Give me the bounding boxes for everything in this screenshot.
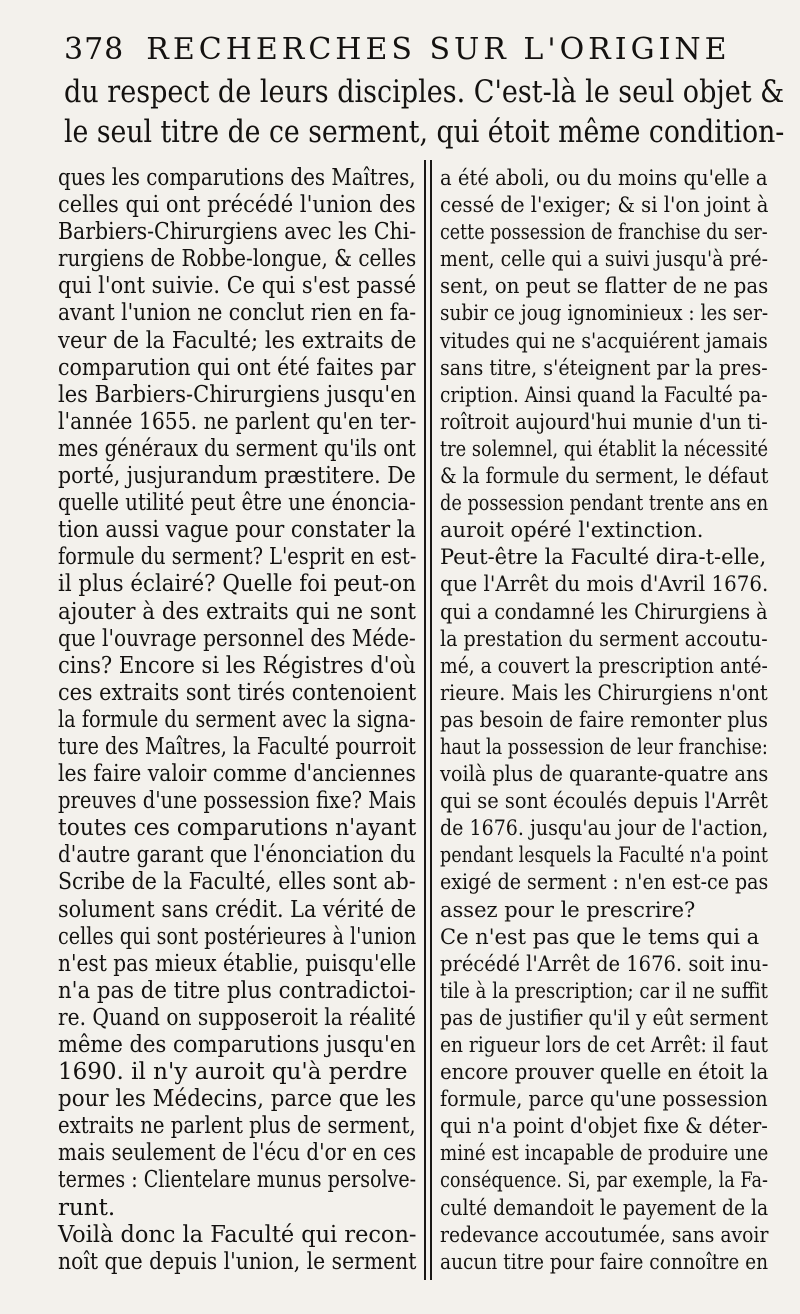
text-line: tile à la prescription; car il ne suffit bbox=[440, 978, 768, 1003]
text-line: d'autre garant que l'énonciation du bbox=[58, 842, 416, 869]
text-line: auroit opéré l'extinction. bbox=[440, 518, 704, 543]
text-line: runt. bbox=[58, 1194, 116, 1221]
text-line: ture des Maîtres, la Faculté pourroit bbox=[58, 733, 416, 760]
text-line: il plus éclairé? Quelle foi peut-on bbox=[58, 571, 416, 598]
text-line: que l'Arrêt du mois d'Avril 1676. bbox=[440, 572, 769, 597]
text-line: Scribe de la Faculté, elles sont ab- bbox=[58, 869, 416, 896]
text-line: qui a condamné les Chirurgiens à bbox=[440, 599, 768, 624]
text-line: solument sans crédit. La vérité de bbox=[58, 896, 417, 923]
text-line: subir ce joug ignominieux : les ser- bbox=[440, 301, 769, 326]
text-line: celles qui sont postérieures à l'union bbox=[58, 923, 417, 950]
text-line: pas de justifier qu'il y eût serment bbox=[440, 1005, 769, 1030]
text-line: la formule du serment avec la signa- bbox=[58, 706, 416, 733]
text-line: a été aboli, ou du moins qu'elle a bbox=[440, 166, 768, 190]
text-line: précédé l'Arrêt de 1676. soit inu- bbox=[440, 951, 769, 976]
text-line: formule, parce qu'une possession bbox=[440, 1087, 768, 1112]
text-line: & la formule du serment, le défaut bbox=[440, 464, 769, 489]
text-line: ment, celle qui a suivi jusqu'à pré- bbox=[440, 247, 768, 272]
text-line: les faire valoir comme d'anciennes bbox=[58, 761, 416, 788]
text-line: l'année 1655. ne parlent qu'en ter- bbox=[58, 408, 417, 435]
text-line: que l'ouvrage personnel des Méde- bbox=[58, 625, 416, 652]
text-line: de possession pendant trente ans en bbox=[440, 491, 769, 516]
text-line: la prestation du serment accoutu- bbox=[440, 626, 768, 651]
text-line: sent, on peut se flatter de ne pas bbox=[440, 274, 769, 299]
text-line: assez pour le prescrire? bbox=[440, 897, 696, 922]
text-line: aucun titre pour faire connoître en bbox=[440, 1249, 769, 1274]
running-title: RECHERCHES SUR L'ORIGINE bbox=[146, 32, 731, 67]
text-line: le seul titre de ce serment, qui étoit même condition- bbox=[64, 114, 785, 150]
text-line: 1690. il n'y auroit qu'à perdre bbox=[58, 1059, 408, 1086]
text-line: re. Quand on supposeroit la réalité bbox=[58, 1004, 416, 1031]
text-line: mes généraux du serment qu'ils ont bbox=[58, 435, 416, 462]
lead-paragraph bbox=[64, 72, 784, 152]
text-line: ces extraits sont tirés contenoient bbox=[58, 679, 417, 706]
text-line: conséquence. Si, par exemple, la Fa- bbox=[440, 1168, 768, 1193]
text-line: cessé de l'exiger; & si l'on joint à bbox=[440, 193, 769, 218]
text-line: sans titre, s'éteignent par la pres- bbox=[440, 355, 768, 380]
text-line: n'est pas mieux établie, puisqu'elle bbox=[58, 950, 417, 977]
text-line: miné est incapable de produire une bbox=[440, 1141, 769, 1166]
text-line: ajouter à des extraits qui ne sont bbox=[58, 598, 417, 625]
text-line: avant l'union ne conclut rien en fa- bbox=[58, 300, 417, 327]
text-line: tion aussi vague pour constater la bbox=[58, 517, 416, 544]
text-line: encore prouver quelle en étoit la bbox=[440, 1060, 769, 1085]
text-line: roîtroit aujourd'hui munie d'un ti- bbox=[440, 409, 768, 434]
text-line: culté demandoit le payement de la bbox=[440, 1195, 769, 1220]
right-column bbox=[440, 165, 768, 1276]
text-line: celles qui ont précédé l'union des bbox=[58, 192, 416, 219]
text-line: exigé de serment : n'en est-ce pas bbox=[440, 870, 769, 895]
text-line: rieure. Mais les Chirurgiens n'ont bbox=[440, 680, 768, 705]
text-line: cins? Encore si les Régistres d'où bbox=[58, 652, 416, 679]
page-header bbox=[64, 30, 784, 70]
text-line: preuves d'une possession fixe? Mais bbox=[58, 788, 417, 815]
text-line: n'a pas de titre plus contradictoi- bbox=[58, 977, 416, 1004]
column-rule bbox=[430, 160, 432, 1280]
text-line: mé, a couvert la prescription anté- bbox=[440, 653, 768, 678]
text-line: extraits ne parlent plus de serment, bbox=[58, 1113, 416, 1140]
text-line: formule du serment? L'esprit en est- bbox=[58, 544, 417, 571]
text-line: pas besoin de faire remonter plus bbox=[440, 707, 768, 732]
text-line: ques les comparutions des Maîtres, bbox=[58, 165, 416, 191]
text-line: Barbiers-Chirurgiens avec les Chi- bbox=[58, 219, 417, 246]
text-line: de 1676. jusqu'au jour de l'action, bbox=[440, 816, 769, 841]
text-line: noît que depuis l'union, le serment bbox=[58, 1248, 417, 1275]
text-line: comparution qui ont été faites par bbox=[58, 354, 416, 381]
text-line: porté, jusjurandum præstitere. De bbox=[58, 463, 416, 490]
text-line: même des comparutions jusqu'en bbox=[58, 1032, 416, 1058]
text-line: voilà plus de quarante-quatre ans bbox=[440, 762, 769, 787]
text-line: Voilà donc la Faculté qui recon- bbox=[58, 1221, 417, 1248]
text-line: Peut-être la Faculté dira-t-elle, bbox=[440, 545, 767, 570]
text-line: cription. Ainsi quand la Faculté pa- bbox=[440, 382, 768, 407]
text-line: veur de la Faculté; les extraits de bbox=[58, 327, 417, 354]
text-line: haut la possession de leur franchise: bbox=[440, 734, 768, 759]
text-line: tre solemnel, qui établit la nécessité bbox=[440, 436, 769, 461]
text-line: qui l'ont suivie. Ce qui s'est passé bbox=[58, 273, 417, 300]
text-line: en rigueur lors de cet Arrêt: il faut bbox=[440, 1033, 768, 1057]
text-line: toutes ces comparutions n'ayant bbox=[58, 815, 417, 842]
text-line: cette possession de franchise du ser- bbox=[440, 220, 768, 245]
text-line: quelle utilité peut être une énoncia- bbox=[58, 490, 416, 517]
text-line: les Barbiers-Chirurgiens jusqu'en bbox=[58, 381, 417, 408]
text-line: Ce n'est pas que le tems qui a bbox=[440, 924, 760, 949]
text-line: pendant lesquels la Faculté n'a point bbox=[440, 843, 768, 868]
column-rule bbox=[424, 160, 426, 1280]
text-line: pour les Médecins, parce que les bbox=[58, 1086, 417, 1113]
text-line: vitudes qui ne s'acquiérent jamais bbox=[440, 328, 768, 353]
page-number: 378 bbox=[64, 32, 125, 67]
text-line: du respect de leurs disciples. C'est-là le seul objet & bbox=[64, 74, 785, 110]
text-line: rurgiens de Robbe-longue, & celles bbox=[58, 246, 417, 273]
text-line: mais seulement de l'écu d'or en ces bbox=[58, 1140, 417, 1167]
text-line: qui se sont écoulés depuis l'Arrêt bbox=[440, 789, 768, 814]
text-line: redevance accoutumée, sans avoir bbox=[440, 1222, 769, 1247]
text-line: termes : Clientelare munus persolve- bbox=[58, 1167, 417, 1194]
text-line: qui n'a point d'objet fixe & déter- bbox=[440, 1114, 768, 1139]
left-column bbox=[58, 165, 416, 1276]
